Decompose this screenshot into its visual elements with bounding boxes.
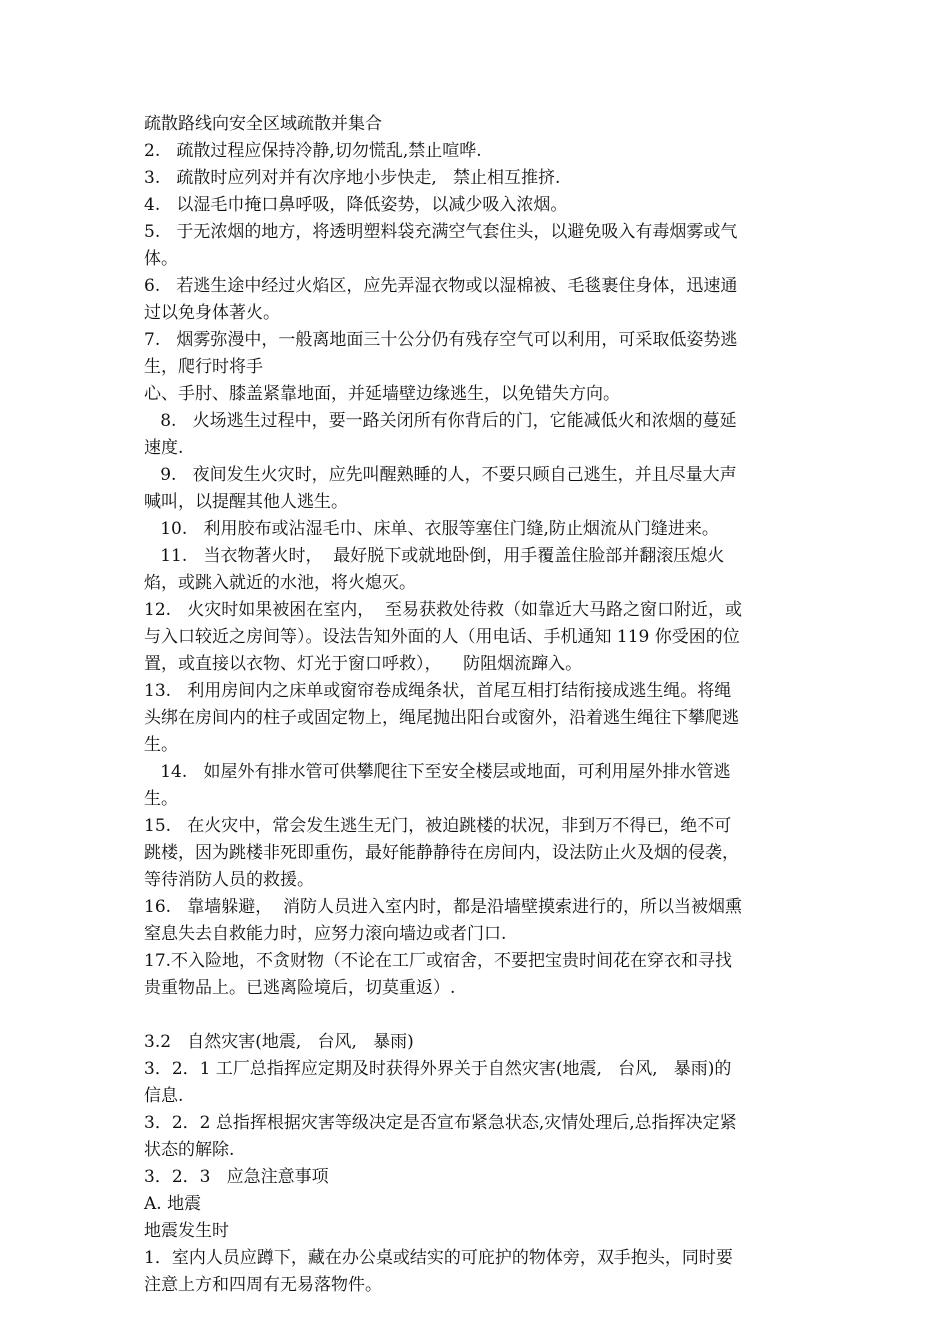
text-line: 喊叫，以提醒其他人逃生。: [144, 492, 348, 512]
text-line: 3．2．1 工厂总指挥应定期及时获得外界关于自然灾害(地震, 台风, 暴雨)的: [144, 1059, 732, 1079]
text-line: 8. 火场逃生过程中，要一路关闭所有你背后的门，它能减低火和浓烟的蔓延: [144, 411, 737, 431]
text-line: 17.不入险地，不贪财物（不论在工厂或宿舍，不要把宝贵时间花在穿衣和寻找: [144, 951, 733, 971]
text-line: 信息.: [144, 1086, 184, 1106]
subsection-heading: 3．2．3 应急注意事项: [144, 1167, 329, 1187]
text-line: 贵重物品上。已逃离险境后，切莫重返）.: [144, 978, 456, 998]
text-line: 头绑在房间内的柱子或固定物上，绳尾抛出阳台或窗外，沿着逃生绳往下攀爬逃: [144, 708, 739, 728]
text-line: 生。: [144, 735, 178, 755]
text-line: 4. 以湿毛巾掩口鼻呼吸，降低姿势，以减少吸入浓烟。: [144, 195, 568, 215]
text-line: 地震发生时: [144, 1221, 229, 1241]
text-line: 窒息失去自救能力时，应努力滚向墙边或者门口.: [144, 924, 507, 944]
text-line: 5. 于无浓烟的地方，将透明塑料袋充满空气套住头，以避免吸入有毒烟雾或气: [144, 222, 738, 242]
text-line: 体。: [144, 249, 178, 269]
text-line: 生，爬行时将手: [144, 357, 263, 377]
section-heading: 3.2 自然灾害(地震, 台风, 暴雨): [144, 1032, 414, 1052]
text-line: 与入口较近之房间等）。设法告知外面的人（用电话、手机通知 119 你受困的位: [144, 627, 740, 647]
text-line: 13. 利用房间内之床单或窗帘卷成绳条状，首尾互相打结衔接成逃生绳。将绳: [144, 681, 732, 701]
text-line: 11. 当衣物著火时， 最好脱下或就地卧倒，用手覆盖住脸部并翻滚压熄火: [144, 546, 725, 566]
text-line: 14. 如屋外有排水管可供攀爬往下至安全楼层或地面，可利用屋外排水管逃: [144, 762, 731, 782]
text-line: 3．2．2 总指挥根据灾害等级决定是否宣布紧急状态,灾情处理后,总指挥决定紧: [144, 1113, 737, 1133]
text-line: 2. 疏散过程应保持冷静,切勿慌乱,禁止喧哗.: [144, 141, 482, 161]
text-line: 15. 在火灾中，常会发生逃生无门，被迫跳楼的状况，非到万不得已，绝不可: [144, 816, 732, 836]
document-body: [144, 111, 812, 1299]
text-line: 3. 疏散时应列对并有次序地小步快走, 禁止相互推挤.: [144, 168, 561, 188]
text-line: 7. 烟雾弥漫中，一般离地面三十公分仍有残存空气可以利用，可采取低姿势逃: [144, 330, 738, 350]
text-line: 9. 夜间发生火灾时，应先叫醒熟睡的人，不要只顾自己逃生，并且尽量大声: [144, 465, 737, 485]
text-line: 12. 火灾时如果被困在室内， 至易获救处待救（如靠近大马路之窗口附近，或: [144, 600, 743, 620]
blank-line: [144, 1002, 812, 1029]
text-line: 16. 靠墙躲避， 消防人员进入室内时，都是沿墙壁摸索进行的，所以当被烟熏: [144, 897, 743, 917]
text-line: A. 地震: [144, 1194, 202, 1214]
text-line: 焰，或跳入就近的水池，将火熄灭。: [144, 573, 416, 593]
text-line: 6. 若逃生途中经过火焰区，应先弄湿衣物或以湿棉被、毛毯裹住身体，迅速通: [144, 276, 738, 296]
text-line: 速度.: [144, 438, 184, 458]
text-line: 等待消防人员的救援。: [144, 870, 314, 890]
text-line: 注意上方和四周有无易落物件。: [144, 1275, 382, 1295]
text-line: 置，或直接以衣物、灯光于窗口呼救）， 防阻烟流蹿入。: [144, 654, 583, 674]
text-line: 状态的解除.: [144, 1140, 235, 1160]
text-line: 1．室内人员应蹲下，藏在办公桌或结实的可庇护的物体旁，双手抱头，同时要: [144, 1248, 733, 1268]
text-line: 生。: [144, 789, 178, 809]
text-line: 心、手肘、膝盖紧靠地面，并延墙壁边缘逃生，以免错失方向。: [144, 384, 620, 404]
text-line: 过以免身体著火。: [144, 303, 280, 323]
text-line: 疏散路线向安全区域疏散并集合: [144, 114, 382, 134]
text-line: 跳楼，因为跳楼非死即重伤，最好能静静待在房间内，设法防止火及烟的侵袭，: [144, 843, 739, 863]
text-line: 10. 利用胶布或沾湿毛巾、床单、衣服等塞住门缝,防止烟流从门缝进来。: [144, 519, 719, 539]
